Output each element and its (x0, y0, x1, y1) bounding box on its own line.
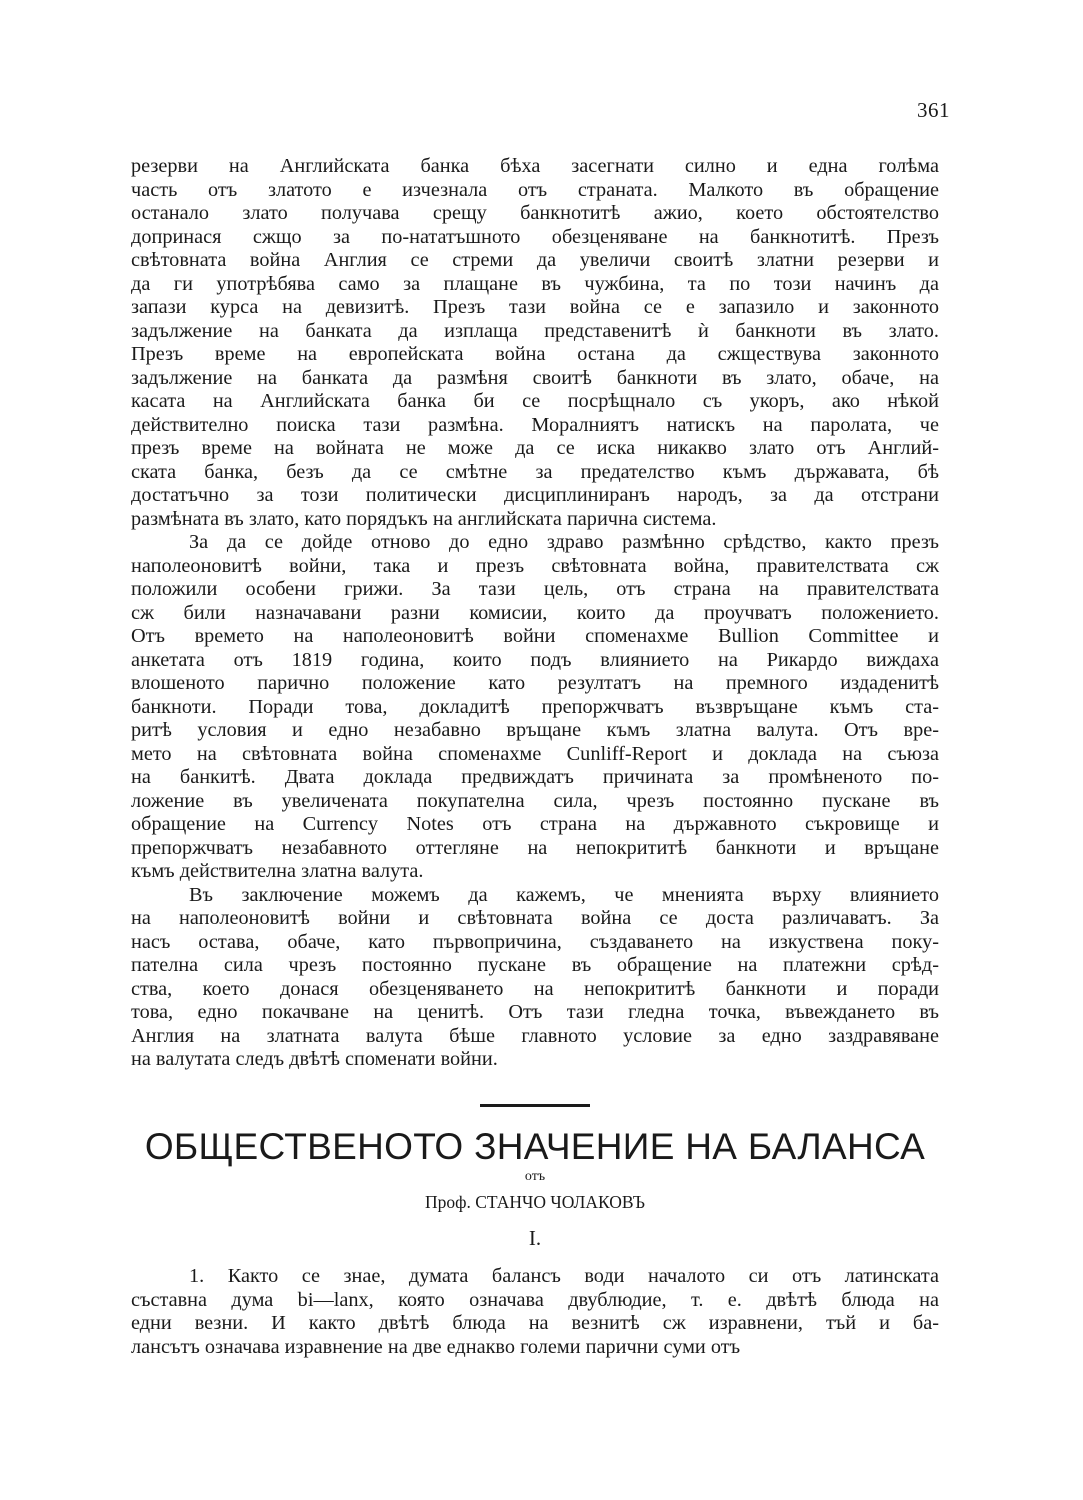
text-line: За да се дойде отново до едно здраво размѣнно срѣдство, както презъ (189, 531, 939, 553)
text-line: ритѣ условия и едно незабавно връщане къмъ златна валута. Отъ вре- (131, 719, 939, 741)
text-line: касата на Английската банка би се посрѣщнало съ укоръ, ако нѣкой (131, 390, 939, 412)
paragraph (131, 155, 939, 531)
body-text (131, 155, 939, 1072)
text-line: достатъчно за този политически дисциплиниранъ народъ, за да отстрани (131, 484, 939, 506)
section-number: I. (528, 1226, 542, 1250)
text-line: задължение на банката да размѣня своитѣ банкноти въ злато, обаче, на (131, 366, 939, 389)
paragraph (131, 884, 939, 1072)
text-line: останало злато получава срещу банкнотитѣ ажио, което обстоятелство (131, 202, 939, 224)
text-line: банкноти. Поради това, докладитѣ препоржчватъ възвръщане къмъ ста- (131, 695, 939, 718)
page-number: 361 (917, 98, 950, 122)
text-line: пателна сила чрезъ постоянно пускане въ обращение на платежни срѣд- (131, 954, 939, 976)
text-line: сж били назначавани разни комисии, които да проучватъ положението. (131, 601, 939, 624)
text-line: запази курса на девизитѣ. Презъ тази война се е запазило и законното (131, 296, 939, 318)
section-divider (480, 1104, 590, 1107)
article-title: ОБЩЕСТВЕНОТО ЗНАЧЕНИЕ НА БАЛАНСА (144, 1126, 926, 1167)
text-line: лансътъ означава изравнение на две еднакво големи парични суми отъ (131, 1335, 741, 1358)
byline-preposition: отъ (524, 1169, 546, 1184)
text-line: ложение въ увеличената покупателна сила, чрезъ постоянно пускане въ (131, 789, 939, 812)
text-line: Англия на златната валута бѣше главното условие за едно заздравяване (131, 1024, 939, 1047)
text-line: на банкитѣ. Двата доклада предвиждатъ причината за промѣненото по- (131, 766, 939, 788)
text-line: едни везни. И както двѣтѣ блюда на везнитѣ сж изравнени, тъй и ба- (131, 1312, 939, 1334)
text-line: влошеното парично положение като резултатъ на премного издаденитѣ (131, 672, 939, 694)
text-line: допринася сжщо за по-нататъшното обезценяване на банкнотитѣ. Презъ (131, 225, 939, 248)
text-line: часть отъ златото е изчезнала отъ страната. Малкото въ обращение (131, 178, 939, 201)
text-line: положили особени грижи. За тази цель, отъ страна на правителствата (131, 578, 939, 600)
text-line: Въ заключение можемъ да кажемъ, че мненията върху влиянието (189, 883, 939, 906)
text-line: ската банка, безъ да се смѣтне за предателство къмъ държавата, бѣ (131, 460, 939, 483)
text-line: действително поиска тази размѣна. Моралниятъ натискъ на паролата, че (131, 413, 939, 436)
text-line: препоржчватъ незабавното оттегляне на непокрититѣ банкноти и връщане (131, 836, 939, 859)
text-line: резерви на Английската банка бѣха засегнати силно и една голѣма (131, 155, 939, 177)
text-line: на наполеоновитѣ войни и свѣтовната война се доста различаватъ. За (131, 907, 939, 929)
text-line: презъ време на войната не може да се иска никакво злато отъ Англий- (131, 437, 939, 459)
text-line: свѣтовната война Англия се стреми да увеличи своитѣ златни резерви и (131, 249, 939, 271)
text-line: Отъ времето на наполеоновитѣ войни споменахме Bullion Committee и (131, 625, 939, 647)
paragraph (131, 1265, 939, 1359)
text-line: анкетата отъ 1819 година, които подъ влиянието на Рикардо виждаха (131, 648, 939, 671)
text-line: задължение на банката да изплаща представенитѣ ѝ банкноти въ злато. (131, 319, 939, 342)
text-line: това, едно покачване на ценитѣ. Отъ тази гледна точка, въвеждането въ (131, 1001, 939, 1023)
article-text (131, 1265, 939, 1359)
text-line: да ги употрѣбява само за плащане въ чужбина, та по този начинъ да (131, 272, 939, 295)
text-line: съставна дума bi—lanx, която означава двублюдие, т. е. двѣтѣ блюда на (131, 1288, 939, 1311)
paragraph (131, 531, 939, 884)
text-line: насъ остава, обаче, като първопричина, създаването на изкуствена поку- (131, 930, 939, 953)
text-line: на валутата следъ двѣтѣ споменати войни. (131, 1048, 498, 1070)
text-line: мето на свѣтовната война споменахме Cunliff-Report и доклада на съюза (131, 742, 939, 765)
text-line: къмъ действителна златна валута. (131, 860, 424, 882)
text-line: размѣната въ злато, като порядъкъ на английската парична система. (131, 507, 717, 530)
text-line: 1. Както се знае, думата балансъ води началото си отъ латинската (189, 1265, 939, 1287)
text-line: Презъ време на европейската война остана да сжществува законното (131, 343, 939, 365)
article-author: Проф. СТАНЧО ЧОЛАКОВЪ (425, 1192, 645, 1212)
text-line: ства, което донася обезценяването на непокрититѣ банкноти и поради (131, 977, 939, 1000)
text-line: наполеоновитѣ войни, така и презъ свѣтовната война, правителствата сж (131, 554, 939, 577)
text-line: обращение на Currency Notes отъ страна на държавното съкровище и (131, 813, 939, 835)
